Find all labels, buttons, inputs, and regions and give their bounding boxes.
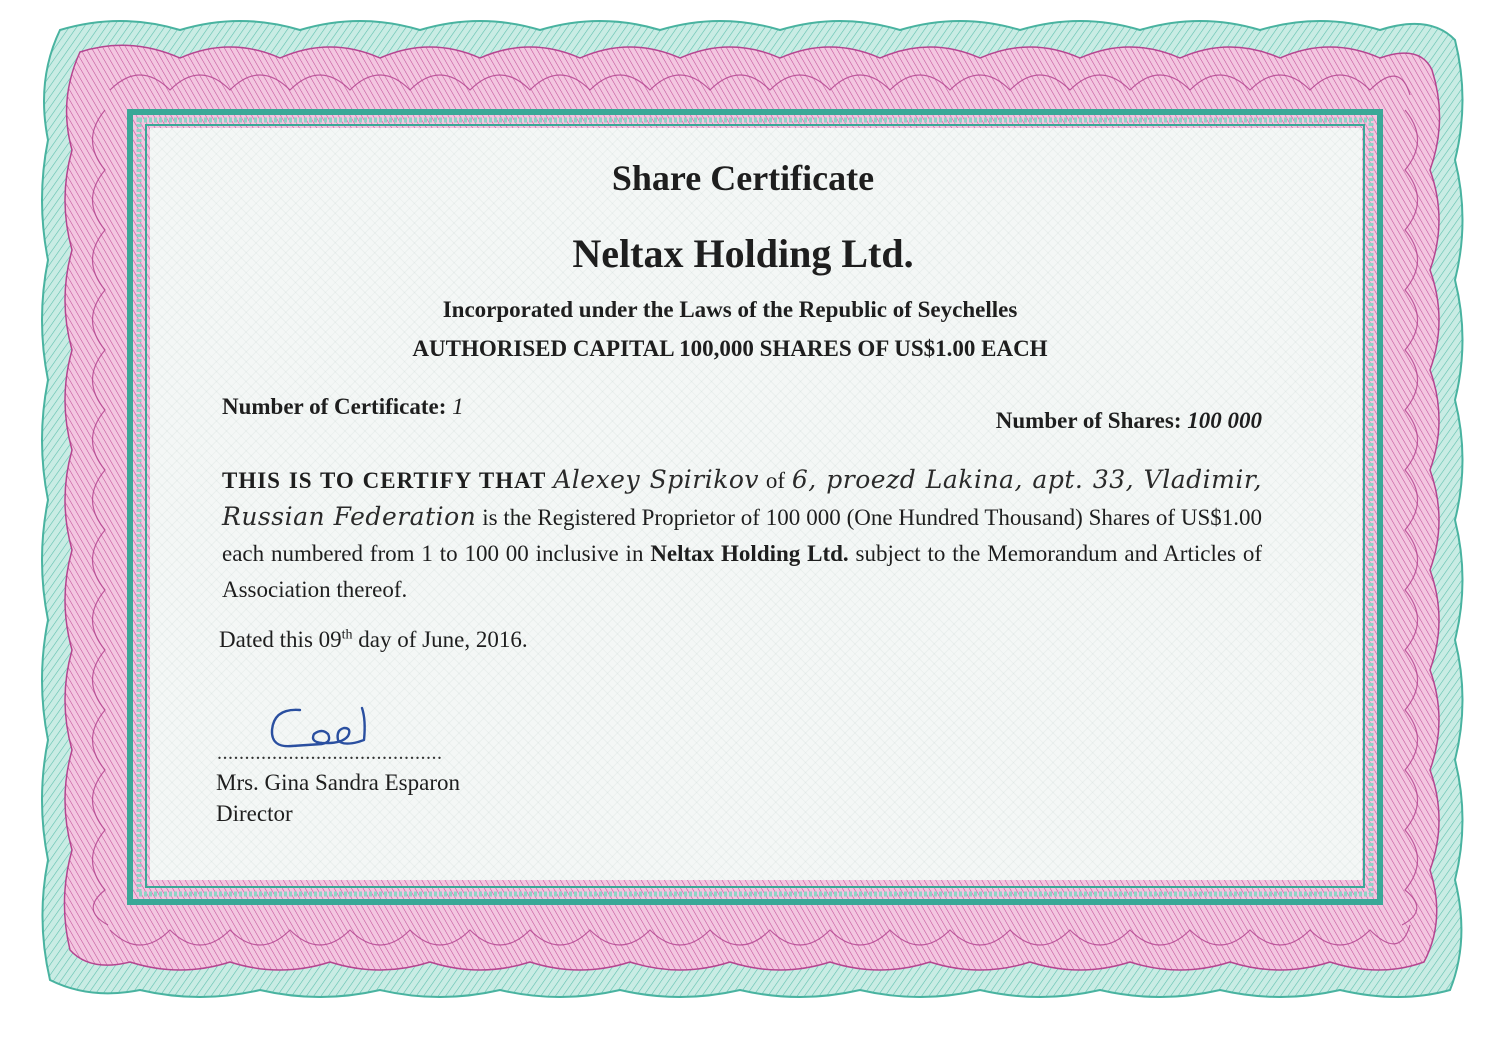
certificate-number-label: Number of Certificate: <box>222 394 447 419</box>
holder-address: 6, proezd Lakina, apt. 33, Vladimir, Russian Federation <box>222 465 1262 531</box>
date-line <box>219 627 528 653</box>
of-word: of <box>765 468 786 493</box>
number-of-shares <box>996 408 1262 434</box>
signatory-role: Director <box>216 801 293 826</box>
number-of-shares-label: Number of Shares: <box>995 408 1182 433</box>
holder-name: Alexey Spirikov <box>553 465 760 494</box>
certificate-number-value: 1 <box>452 394 464 419</box>
signatory-name: Mrs. Gina Sandra Esparon <box>216 770 461 795</box>
company-reference: Neltax Holding Ltd. <box>650 541 849 566</box>
certification-body-1: is the Registered Proprietor of 100 000 (One Hundred Thousand) Shares of US$1.00 each numbered from 1 to 100 00 inclusive in <box>222 505 1263 566</box>
date-rest: day of June, 2016. <box>358 627 528 652</box>
date-prefix: Dated this 09 <box>219 627 342 652</box>
authorised-capital: AUTHORISED CAPITAL 100,000 SHARES OF US$1.00 EACH <box>412 336 1048 361</box>
certification-body-2: subject to the Memorandum and Articles of Association thereof. <box>222 541 1263 602</box>
certificate-title: Share Certificate <box>611 158 875 198</box>
company-name: Neltax Holding Ltd. <box>572 231 914 276</box>
date-ordinal: th <box>341 627 353 643</box>
incorporation-line: Incorporated under the Laws of the Republic of Seychelles <box>442 297 1018 322</box>
number-of-shares-value: 100 000 <box>1187 408 1262 433</box>
certification-text <box>222 462 1262 608</box>
certificate-number <box>222 394 464 420</box>
certify-lead: THIS IS TO CERTIFY THAT <box>222 468 547 493</box>
signature-line: ......................................... <box>217 742 443 764</box>
